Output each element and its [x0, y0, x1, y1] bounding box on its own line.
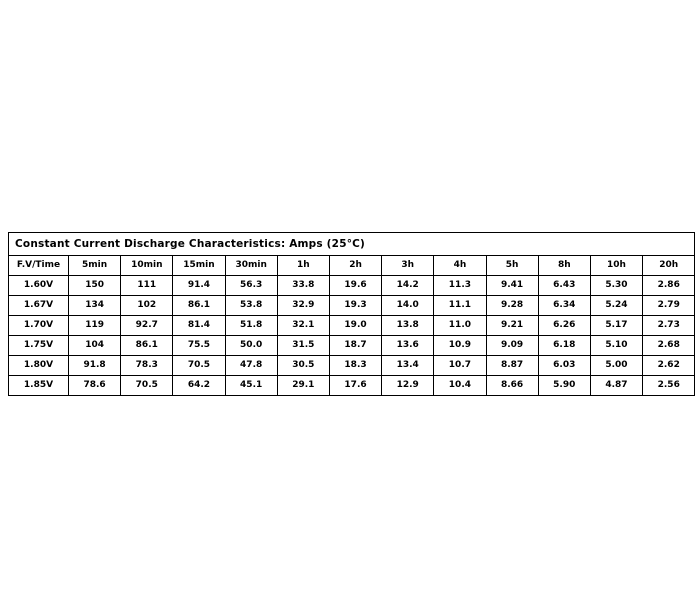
cell: 70.5 [121, 376, 173, 396]
column-header-2h: 2h [329, 256, 381, 276]
cell: 2.62 [643, 356, 695, 376]
cell: 14.0 [382, 296, 434, 316]
cell: 56.3 [225, 276, 277, 296]
constant-current-discharge-table [8, 232, 695, 396]
cell: 18.7 [329, 336, 381, 356]
cell: 5.10 [590, 336, 642, 356]
row-label: 1.80V [9, 356, 69, 376]
cell: 78.6 [69, 376, 121, 396]
cell: 13.4 [382, 356, 434, 376]
row-label: 1.75V [9, 336, 69, 356]
cell: 51.8 [225, 316, 277, 336]
table-row [9, 336, 695, 356]
cell: 10.4 [434, 376, 486, 396]
cell: 75.5 [173, 336, 225, 356]
table-body [9, 233, 695, 396]
cell: 78.3 [121, 356, 173, 376]
cell: 19.3 [329, 296, 381, 316]
cell: 104 [69, 336, 121, 356]
cell: 45.1 [225, 376, 277, 396]
column-header-15min: 15min [173, 256, 225, 276]
column-header-5h: 5h [486, 256, 538, 276]
cell: 12.9 [382, 376, 434, 396]
table-row [9, 316, 695, 336]
cell: 81.4 [173, 316, 225, 336]
table-title: Constant Current Discharge Characteristics: Amps (25°C) [9, 233, 695, 256]
cell: 11.1 [434, 296, 486, 316]
discharge-table-container [8, 232, 680, 396]
cell: 6.18 [538, 336, 590, 356]
table-row [9, 356, 695, 376]
column-header-20h: 20h [643, 256, 695, 276]
cell: 2.56 [643, 376, 695, 396]
cell: 8.66 [486, 376, 538, 396]
column-header-5min: 5min [69, 256, 121, 276]
cell: 11.0 [434, 316, 486, 336]
cell: 9.28 [486, 296, 538, 316]
column-header-10h: 10h [590, 256, 642, 276]
cell: 5.00 [590, 356, 642, 376]
cell: 2.73 [643, 316, 695, 336]
cell: 6.43 [538, 276, 590, 296]
cell: 9.41 [486, 276, 538, 296]
cell: 30.5 [277, 356, 329, 376]
cell: 10.7 [434, 356, 486, 376]
cell: 6.26 [538, 316, 590, 336]
cell: 4.87 [590, 376, 642, 396]
cell: 91.4 [173, 276, 225, 296]
column-header-8h: 8h [538, 256, 590, 276]
cell: 150 [69, 276, 121, 296]
cell: 14.2 [382, 276, 434, 296]
cell: 13.8 [382, 316, 434, 336]
cell: 47.8 [225, 356, 277, 376]
table-header-row [9, 256, 695, 276]
cell: 134 [69, 296, 121, 316]
row-label: 1.67V [9, 296, 69, 316]
column-header-10min: 10min [121, 256, 173, 276]
cell: 31.5 [277, 336, 329, 356]
cell: 64.2 [173, 376, 225, 396]
cell: 2.79 [643, 296, 695, 316]
cell: 19.6 [329, 276, 381, 296]
cell: 5.17 [590, 316, 642, 336]
cell: 6.34 [538, 296, 590, 316]
cell: 92.7 [121, 316, 173, 336]
column-header-3h: 3h [382, 256, 434, 276]
cell: 17.6 [329, 376, 381, 396]
cell: 111 [121, 276, 173, 296]
cell: 9.09 [486, 336, 538, 356]
table-title-row [9, 233, 695, 256]
cell: 10.9 [434, 336, 486, 356]
cell: 29.1 [277, 376, 329, 396]
cell: 2.86 [643, 276, 695, 296]
table-row [9, 296, 695, 316]
column-header-4h: 4h [434, 256, 486, 276]
table-row [9, 276, 695, 296]
row-label: 1.70V [9, 316, 69, 336]
cell: 6.03 [538, 356, 590, 376]
cell: 8.87 [486, 356, 538, 376]
cell: 119 [69, 316, 121, 336]
cell: 2.68 [643, 336, 695, 356]
cell: 18.3 [329, 356, 381, 376]
cell: 91.8 [69, 356, 121, 376]
cell: 86.1 [121, 336, 173, 356]
cell: 53.8 [225, 296, 277, 316]
cell: 19.0 [329, 316, 381, 336]
column-header-1h: 1h [277, 256, 329, 276]
table-row [9, 376, 695, 396]
cell: 86.1 [173, 296, 225, 316]
row-label: 1.60V [9, 276, 69, 296]
column-header-fv-time: F.V/Time [9, 256, 69, 276]
cell: 50.0 [225, 336, 277, 356]
cell: 13.6 [382, 336, 434, 356]
cell: 32.1 [277, 316, 329, 336]
cell: 5.90 [538, 376, 590, 396]
column-header-30min: 30min [225, 256, 277, 276]
row-label: 1.85V [9, 376, 69, 396]
cell: 9.21 [486, 316, 538, 336]
cell: 102 [121, 296, 173, 316]
cell: 33.8 [277, 276, 329, 296]
cell: 5.30 [590, 276, 642, 296]
cell: 11.3 [434, 276, 486, 296]
cell: 32.9 [277, 296, 329, 316]
cell: 70.5 [173, 356, 225, 376]
cell: 5.24 [590, 296, 642, 316]
